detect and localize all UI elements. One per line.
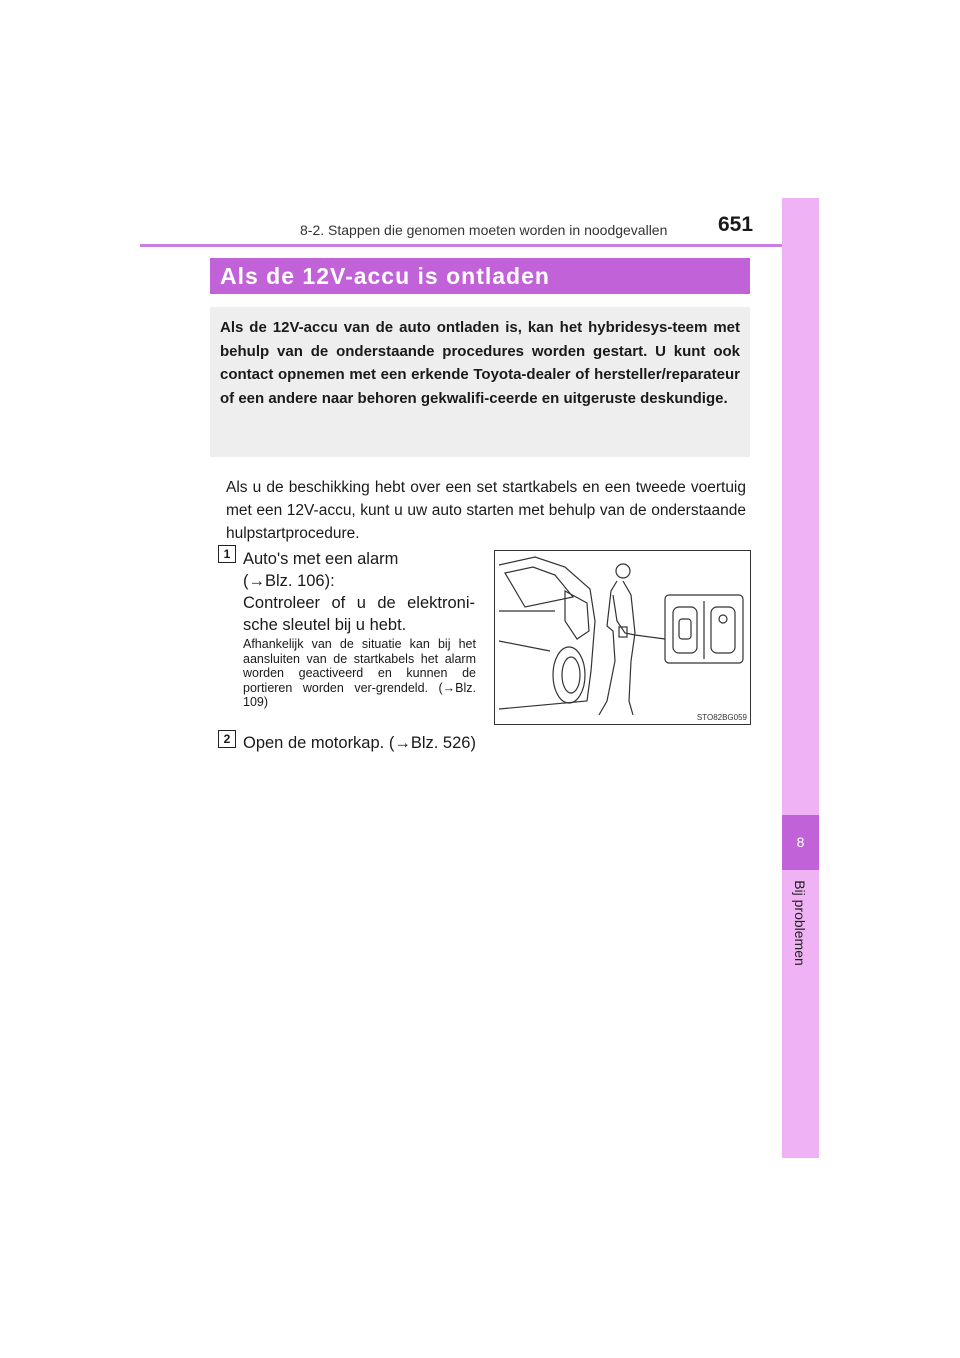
chapter-side-tab [782, 198, 819, 1158]
car-rear-outline [499, 557, 595, 709]
illustration [494, 550, 751, 725]
electronic-key-icon-back [711, 607, 735, 653]
header-section-title: 8-2. Stappen die genomen moeten worden in noodgevallen [300, 222, 668, 238]
car-wheel-inner [562, 657, 580, 693]
figure-code: STO82BG059 [696, 713, 747, 722]
step-2-text: Open de motorkap. (→Blz. 526) [243, 734, 476, 752]
step-1-line: Auto's met een alarm [243, 550, 399, 568]
section-title-bar [210, 258, 750, 294]
body-paragraph: Als u de beschikking hebt over een set startkabels en een tweede voertuig met een 12V-accu, kunt u uw auto starten met behulp van de onderstaande hulpstartprocedure. [226, 479, 746, 542]
header-rule [140, 244, 818, 247]
step-1-note: Afhankelijk van de situatie kan bij het aansluiten van de startkabels het alarm worden geactiveerd en kunnen de portieren worden ver-grendeld. (→Blz. 109) [243, 637, 476, 710]
intro-text: Als de 12V-accu van de auto ontladen is, kan het hybridesys-teem met behulp van de onderstaande procedures worden gestart. U kunt ook contact opnemen met een erkende Toyota-dealer of hersteller/reparateur of een andere naar behoren gekwalifi-ceerde en uitgeruste deskundige. [220, 319, 740, 407]
step-1-text [243, 548, 475, 636]
electronic-key-icon [673, 607, 697, 653]
intro-box [210, 307, 750, 457]
car-window [505, 567, 573, 607]
person-head [616, 564, 630, 578]
chapter-number-tab: 8 [782, 815, 819, 870]
key-fob-small [619, 627, 627, 637]
chapter-label-text: Bij problemen [792, 880, 808, 966]
page-number: 651 [718, 213, 754, 236]
section-title: Als de 12V-accu is ontladen [220, 263, 550, 289]
step-1-line: Controleer of u de elektroni- [243, 594, 475, 612]
step-1-line: (→Blz. 106): [243, 572, 335, 590]
step-1-line: sche sleutel bij u hebt. [243, 616, 407, 634]
step-1-badge: 1 [218, 545, 236, 563]
step-2-badge: 2 [218, 730, 236, 748]
illustration-drawing [495, 551, 750, 724]
person-body [599, 581, 635, 715]
